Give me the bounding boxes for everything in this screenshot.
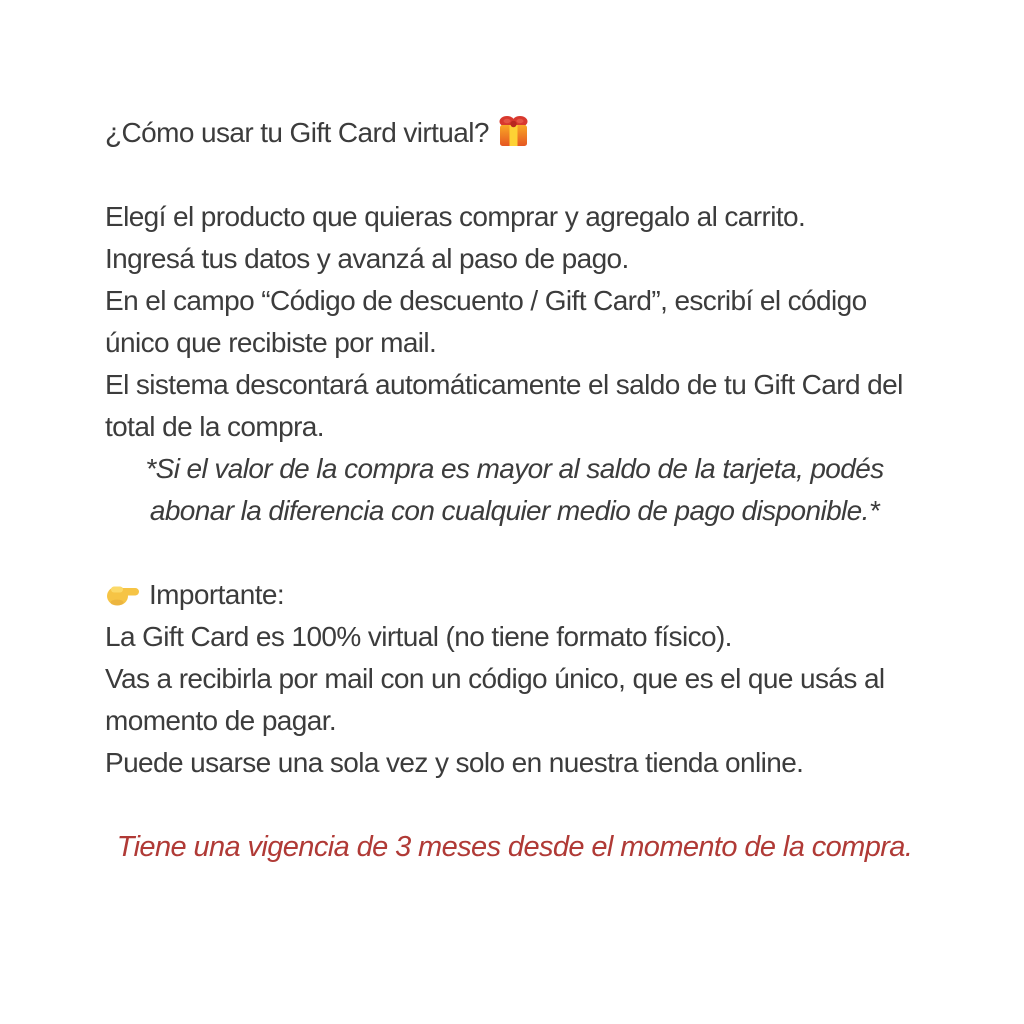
gift-icon: [497, 115, 530, 147]
validity-notice: Tiene una vigencia de 3 meses desde el momento de la compra.: [116, 831, 913, 863]
pointing-right-icon: [105, 580, 139, 607]
important-sentence: Vas a recibirla por mail con un código único, que es el que usás al momento de pagar.: [105, 663, 885, 736]
instruction-sentence: En el campo “Código de descuento / Gift Card”, escribí el código único que recibiste por mail.: [105, 285, 867, 358]
important-section: [105, 616, 924, 784]
instructions-section: [105, 196, 924, 448]
page-title-text: ¿Cómo usar tu Gift Card virtual?: [105, 117, 489, 148]
important-heading: [105, 574, 924, 616]
instruction-sentence: El sistema descontará automáticamente el saldo de tu Gift Card del total de la compra.: [105, 369, 903, 442]
balance-difference-note: *Si el valor de la compra es mayor al saldo de la tarjeta, podés abonar la diferencia con cualquier medio de pago disponible.*: [145, 453, 884, 526]
important-heading-text: Importante:: [149, 579, 285, 610]
instruction-sentence: Elegí el producto que quieras comprar y agregalo al carrito.: [105, 201, 806, 232]
important-sentence: Puede usarse una sola vez y solo en nuestra tienda online.: [105, 747, 804, 778]
important-sentence: La Gift Card es 100% virtual (no tiene formato físico).: [105, 621, 732, 652]
page-title: [105, 112, 924, 154]
instruction-sentence: Ingresá tus datos y avanzá al paso de pago.: [105, 243, 629, 274]
